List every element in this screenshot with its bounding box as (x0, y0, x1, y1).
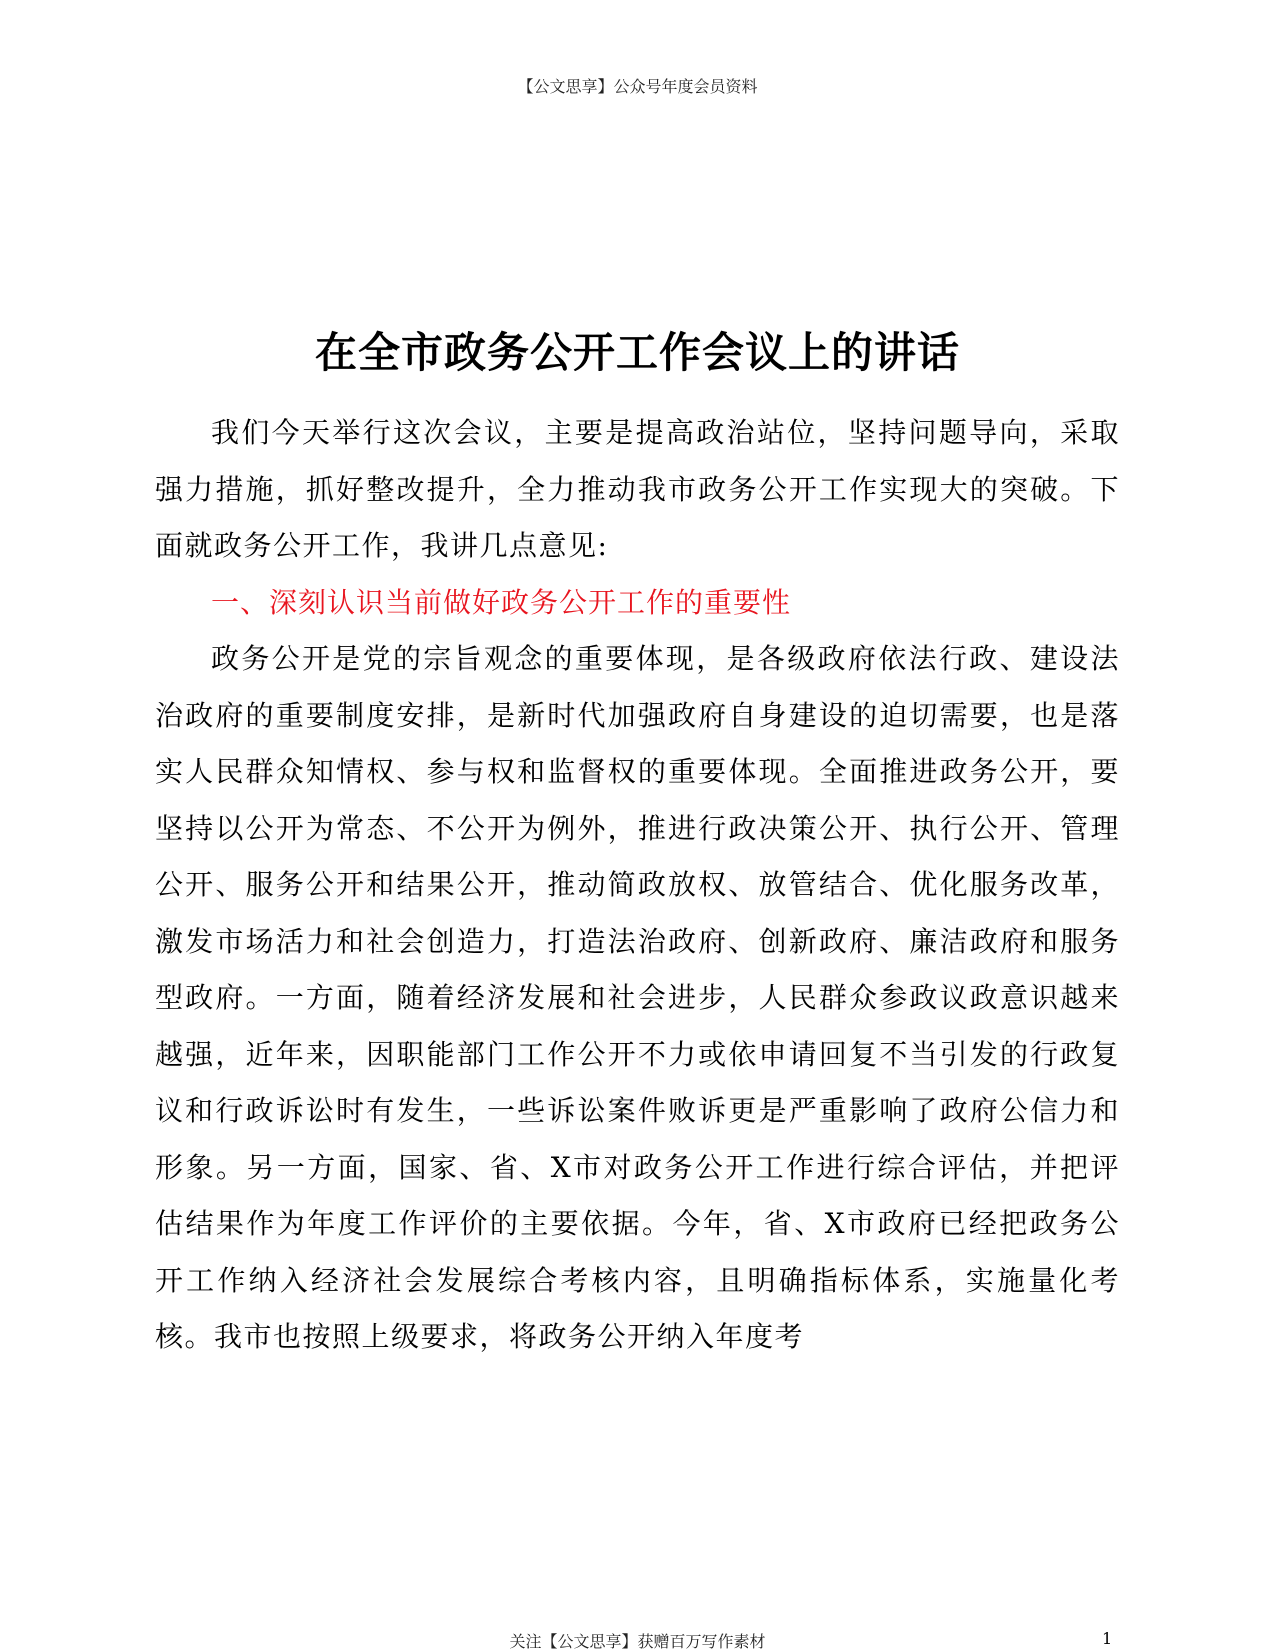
intro-paragraph: 我们今天举行这次会议，主要是提高政治站位，坚持问题导向，采取强力措施，抓好整改提升，全力推动我市政务公开工作实现大的突破。下面就政务公开工作，我讲几点意见: (155, 416, 1120, 562)
document-body (155, 405, 1120, 1366)
document-title: 在全市政务公开工作会议上的讲话 (314, 328, 960, 377)
section-heading-1: 一、深刻认识当前做好政务公开工作的重要性 (211, 585, 792, 619)
page-header: 【公文思享】公众号年度会员资料 (517, 77, 758, 96)
page-number: 1 (1102, 1629, 1113, 1648)
page-footer: 关注【公文思享】获赠百万写作素材 (509, 1632, 766, 1651)
section-1-paragraph: 政务公开是党的宗旨观念的重要体现，是各级政府依法行政、建设法治政府的重要制度安排，是新时代加强政府自身建设的迫切需要，也是落实人民群众知情权、参与权和监督权的重要体现。全面推进政务公开，要坚持以公开为常态、不公开为例外，推进行政决策公开、执行公开、管理公开、服务公开和结果公开，推动简政放权、放管结合、优化服务改革，激发市场活力和社会创造力，打造法治政府、创新政府、廉洁政府和服务型政府。一方面，随着经济发展和社会进步，人民群众参政议政意识越来越强，近年来，因职能部门工作公开不力或依申请回复不当引发的行政复议和行政诉讼时有发生，一些诉讼案件败诉更是严重影响了政府公信力和形象。另一方面，国家、省、X市对政务公开工作进行综合评估，并把评估结果作为年度工作评价的主要依据。今年，省、X市政府已经把政务公开工作纳入经济社会发展综合考核内容，且明确指标体系，实施量化考核。我市也按照上级要求，将政务公开纳入年度考 (155, 642, 1120, 1353)
